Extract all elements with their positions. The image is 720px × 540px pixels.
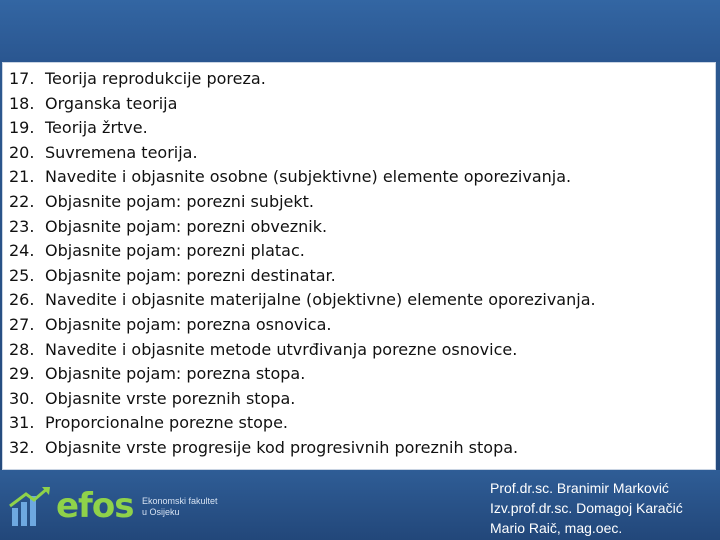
question-item [9,141,596,166]
question-number: 18. [9,93,35,113]
logo-bars-icon [8,484,54,530]
efos-logo [8,484,218,530]
question-item [9,313,596,338]
question-text: Objasnite vrste progresije kod progresivnih poreznih stopa. [45,437,519,457]
question-item [9,116,596,141]
question-number: 26. [9,290,35,310]
question-item [9,239,596,264]
author-line: Prof.dr.sc. Branimir Marković [490,480,669,496]
question-number: 20. [9,142,35,162]
question-text: Organska teorija [45,93,178,113]
question-text: Objasnite pojam: porezni subjekt. [45,191,315,211]
header-band [0,0,720,62]
question-text: Objasnite vrste poreznih stopa. [45,388,296,408]
author-line: Izv.prof.dr.sc. Domagoj Karačić [490,500,683,516]
question-number: 28. [9,339,35,359]
question-text: Objasnite pojam: porezni destinatar. [45,265,336,285]
logo-tagline-line1: Ekonomski fakultet [142,496,218,506]
question-number: 25. [9,265,35,285]
question-item [9,264,596,289]
footer [0,470,720,540]
question-number: 24. [9,241,35,261]
question-text: Proporcionalne porezne stope. [45,413,289,433]
question-number: 29. [9,364,35,384]
question-number: 30. [9,388,35,408]
question-number: 31. [9,413,35,433]
question-text: Objasnite pojam: porezna osnovica. [45,314,332,334]
question-text: Objasnite pojam: porezni obveznik. [45,216,328,236]
question-list [9,67,596,461]
question-number: 22. [9,191,35,211]
question-number: 21. [9,167,35,187]
question-item [9,338,596,363]
question-item [9,387,596,412]
question-text: Objasnite pojam: porezni platac. [45,241,305,261]
question-number: 17. [9,69,35,88]
logo-tagline [142,496,218,518]
question-text: Suvremena teorija. [45,142,198,162]
question-item [9,165,596,190]
question-item [9,362,596,387]
question-number: 32. [9,437,35,457]
question-number: 23. [9,216,35,236]
question-number: 27. [9,314,35,334]
question-text: Navedite i objasnite osobne (subjektivne) elemente oporezivanja. [45,167,572,187]
content-panel [2,62,716,470]
question-item [9,92,596,117]
question-item [9,288,596,313]
question-number: 19. [9,118,35,138]
question-item [9,190,596,215]
question-item [9,436,596,461]
question-text: Navedite i objasnite metode utvrđivanja porezne osnovice. [45,339,518,359]
question-text: Teorija žrtve. [45,118,148,138]
logo-wordmark: efos [56,486,134,526]
question-item [9,215,596,240]
logo-tagline-line2: u Osijeku [142,507,180,517]
question-text: Objasnite pojam: porezna stopa. [45,364,306,384]
question-text: Navedite i objasnite materijalne (objektivne) elemente oporezivanja. [45,290,596,310]
author-line: Mario Raič, mag.oec. [490,520,623,536]
authors-block [490,478,683,538]
question-text: Teorija reprodukcije poreza. [45,69,266,88]
question-item [9,411,596,436]
question-item [9,67,596,92]
